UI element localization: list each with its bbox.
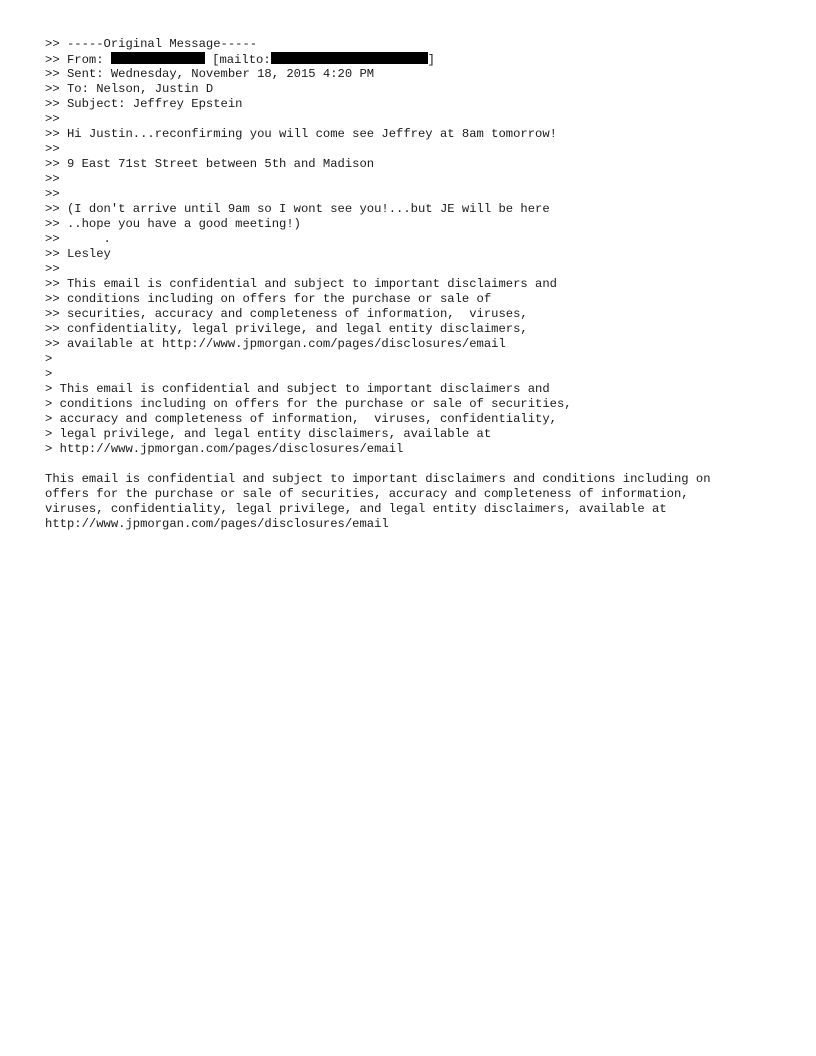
quote-blank-line: >> [45,112,60,126]
subject-line: >> Subject: Jeffrey Epstein [45,97,243,111]
mailto-label: [mailto: [204,53,271,67]
disclaimer-url-line: > http://www.jpmorgan.com/pages/disclosures/email [45,442,404,456]
spacer-line [45,457,785,472]
address-line: >> 9 East 71st Street between 5th and Madison [45,157,375,171]
original-message-divider: >> -----Original Message----- [45,37,258,51]
disclaimer-line: > accuracy and completeness of information, viruses, confidentiality, [45,412,557,426]
quote-blank-line: >> [45,262,60,276]
disclaimer-line: > conditions including on offers for the purchase or sale of securities, [45,397,572,411]
quote-blank-line: >> [45,172,60,186]
footer-disclaimer-url-line: http://www.jpmorgan.com/pages/disclosures/email [45,517,389,531]
footer-disclaimer-line: offers for the purchase or sale of securities, accuracy and completeness of information, [45,487,689,501]
disclaimer-line: > legal privilege, and legal entity disclaimers, available at [45,427,492,441]
disclaimer-line: >> securities, accuracy and completeness of information, viruses, [45,307,528,321]
disclaimer-line: >> conditions including on offers for the purchase or sale of [45,292,492,306]
reply-blank-line: > [45,352,53,366]
from-label: >> From: [45,53,111,67]
mailto-close: ] [427,53,435,67]
reply-disclaimer-block [45,382,785,457]
note-line: >> (I don't arrive until 9am so I wont see you!...but JE will be here [45,202,550,216]
disclaimer-line: >> This email is confidential and subject to important disclaimers and [45,277,557,291]
note-line: >> ..hope you have a good meeting!) [45,217,301,231]
quoted-disclaimer-block [45,277,785,352]
dot-line: >> . [45,232,111,246]
footer-disclaimer-line: viruses, confidentiality, legal privilege, and legal entity disclaimers, available at [45,502,667,516]
footer-disclaimer-block [45,472,785,532]
signature-line: >> Lesley [45,247,111,261]
redacted-sender-email [271,52,428,64]
reply-blank-line: > [45,367,53,381]
disclaimer-line: >> confidentiality, legal privilege, and legal entity disclaimers, [45,322,528,336]
disclaimer-url-line: >> available at http://www.jpmorgan.com/pages/disclosures/email [45,337,506,351]
quote-blank-line: >> [45,142,60,156]
greeting-line: >> Hi Justin...reconfirming you will come see Jeffrey at 8am tomorrow! [45,127,557,141]
sent-line: >> Sent: Wednesday, November 18, 2015 4:20 PM [45,67,375,81]
from-line [45,52,785,67]
footer-disclaimer-line: This email is confidential and subject to important disclaimers and conditions including on [45,472,711,486]
email-document [45,37,785,532]
disclaimer-line: > This email is confidential and subject to important disclaimers and [45,382,550,396]
to-line: >> To: Nelson, Justin D [45,82,214,96]
quote-blank-line: >> [45,187,60,201]
redacted-sender-name [111,52,205,64]
